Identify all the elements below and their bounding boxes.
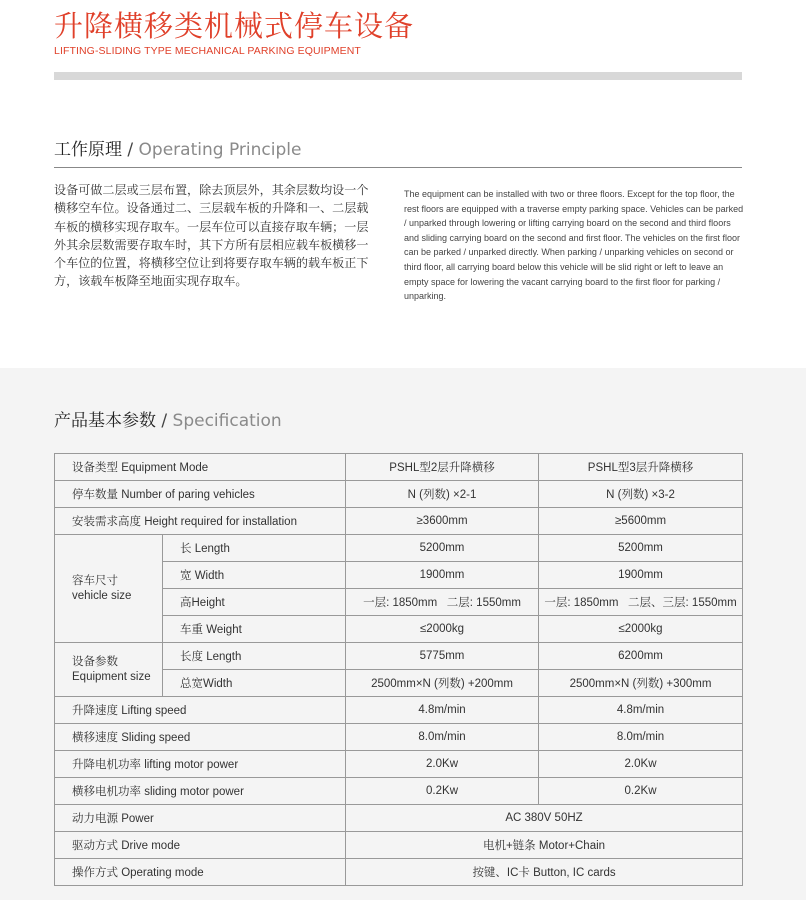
spec-heading-en: Specification bbox=[172, 411, 282, 431]
table-row bbox=[55, 535, 743, 562]
principle-heading-en: Operating Principle bbox=[138, 140, 302, 160]
value-3-layer: 一层: 1850mm 二层、三层: 1550mm bbox=[539, 589, 743, 616]
table-row bbox=[55, 778, 743, 805]
spec-table bbox=[54, 453, 743, 886]
group-label-vehicle-size bbox=[55, 535, 163, 643]
page-title: 升降横移类机械式停车设备 bbox=[54, 9, 415, 43]
value-3-layer: N (列数) ×3-2 bbox=[539, 481, 743, 508]
row-label: 升降电机功率 lifting motor power bbox=[55, 751, 346, 778]
row-label: 长度 Length bbox=[163, 643, 346, 670]
table-row bbox=[55, 859, 743, 886]
principle-heading-cn: 工作原理 bbox=[54, 140, 122, 160]
value-3-layer: 2500mm×N (列数) +300mm bbox=[539, 670, 743, 697]
row-label: 横移电机功率 sliding motor power bbox=[55, 778, 346, 805]
table-row bbox=[55, 832, 743, 859]
value-3-layer: 4.8m/min bbox=[539, 697, 743, 724]
row-label: 总宽Width bbox=[163, 670, 346, 697]
value-2-layer: ≤2000kg bbox=[346, 616, 539, 643]
value-3-layer: 5200mm bbox=[539, 535, 743, 562]
value-2-layer: 5775mm bbox=[346, 643, 539, 670]
value-3-layer: 1900mm bbox=[539, 562, 743, 589]
principle-text-en: The equipment can be installed with two or three floors. Except for the top floor, the rest floors are equipped with a traverse empty parking space. Vehicles can be parked / unparked through lowering or lifting carrying board on the second and third floors and sliding carrying board on the second and first floor. The vehicles on the first floor can be parked / unparked directly. When parking / unparking vehicles on second or third floor, all carrying board below this vehicle will be slid right or left to leave an empty space for lowering the vacant carrying board to the first floor for parking / unparking. bbox=[404, 189, 744, 302]
value-shared: AC 380V 50HZ bbox=[346, 805, 743, 832]
value-3-layer: 0.2Kw bbox=[539, 778, 743, 805]
value-2-layer: 5200mm bbox=[346, 535, 539, 562]
row-label: 车重 Weight bbox=[163, 616, 346, 643]
row-label: 长 Length bbox=[163, 535, 346, 562]
group-label-cn: 设备参数 bbox=[72, 655, 118, 668]
spec-heading bbox=[54, 406, 282, 431]
principle-text-cn: 设备可做二层或三层布置，除去顶层外，其余层数均设一个横移空车位。设备通过二、三层载车板的升降和一、二层载车板的横移实现存取车。一层车位可以直接存取车辆；一层外其余层数需要存取车时，其下方所有层相应载车板横移一个车位的位置，将横移空位让到将要存取车辆的载车板正下方，该载车板降至地面实现存取车。 bbox=[54, 183, 369, 289]
group-label-equipment-size bbox=[55, 643, 163, 697]
table-row bbox=[55, 724, 743, 751]
value-2-layer: 一层: 1850mm 二层: 1550mm bbox=[346, 589, 539, 616]
table-row bbox=[55, 481, 743, 508]
row-label: 操作方式 Operating mode bbox=[55, 859, 346, 886]
value-3-layer: ≤2000kg bbox=[539, 616, 743, 643]
principle-heading bbox=[54, 135, 301, 160]
group-label-cn: 容车尺寸 bbox=[72, 574, 118, 587]
row-label: 安装需求高度 Height required for installation bbox=[55, 508, 346, 535]
table-row bbox=[55, 697, 743, 724]
value-3-layer: ≥5600mm bbox=[539, 508, 743, 535]
spec-heading-separator: / bbox=[161, 411, 168, 431]
table-row bbox=[55, 508, 743, 535]
value-2-layer: ≥3600mm bbox=[346, 508, 539, 535]
value-2-layer: 8.0m/min bbox=[346, 724, 539, 751]
value-shared: 按键、IC卡 Button, IC cards bbox=[346, 859, 743, 886]
row-label: 高Height bbox=[163, 589, 346, 616]
principle-divider bbox=[54, 167, 742, 168]
value-2-layer: 0.2Kw bbox=[346, 778, 539, 805]
value-3-layer: 8.0m/min bbox=[539, 724, 743, 751]
value-3-layer: PSHL型3层升降横移 bbox=[539, 454, 743, 481]
group-label-en: Equipment size bbox=[72, 670, 151, 683]
table-row bbox=[55, 805, 743, 832]
table-row bbox=[55, 751, 743, 778]
value-2-layer: PSHL型2层升降横移 bbox=[346, 454, 539, 481]
value-2-layer: 2500mm×N (列数) +200mm bbox=[346, 670, 539, 697]
title-divider-bar bbox=[54, 72, 742, 80]
table-row bbox=[55, 643, 743, 670]
row-label: 宽 Width bbox=[163, 562, 346, 589]
value-3-layer: 2.0Kw bbox=[539, 751, 743, 778]
value-3-layer: 6200mm bbox=[539, 643, 743, 670]
value-shared: 电机+链条 Motor+Chain bbox=[346, 832, 743, 859]
table-row bbox=[55, 454, 743, 481]
group-label-en: vehicle size bbox=[72, 589, 132, 602]
row-label: 驱动方式 Drive mode bbox=[55, 832, 346, 859]
row-label: 设备类型 Equipment Mode bbox=[55, 454, 346, 481]
principle-heading-separator: / bbox=[127, 140, 134, 160]
spec-heading-cn: 产品基本参数 bbox=[54, 411, 156, 431]
row-label: 升降速度 Lifting speed bbox=[55, 697, 346, 724]
page-subtitle: LIFTING-SLIDING TYPE MECHANICAL PARKING EQUIPMENT bbox=[54, 45, 361, 57]
row-label: 停车数量 Number of paring vehicles bbox=[55, 481, 346, 508]
row-label: 动力电源 Power bbox=[55, 805, 346, 832]
value-2-layer: 4.8m/min bbox=[346, 697, 539, 724]
row-label: 横移速度 Sliding speed bbox=[55, 724, 346, 751]
value-2-layer: 2.0Kw bbox=[346, 751, 539, 778]
value-2-layer: N (列数) ×2-1 bbox=[346, 481, 539, 508]
value-2-layer: 1900mm bbox=[346, 562, 539, 589]
